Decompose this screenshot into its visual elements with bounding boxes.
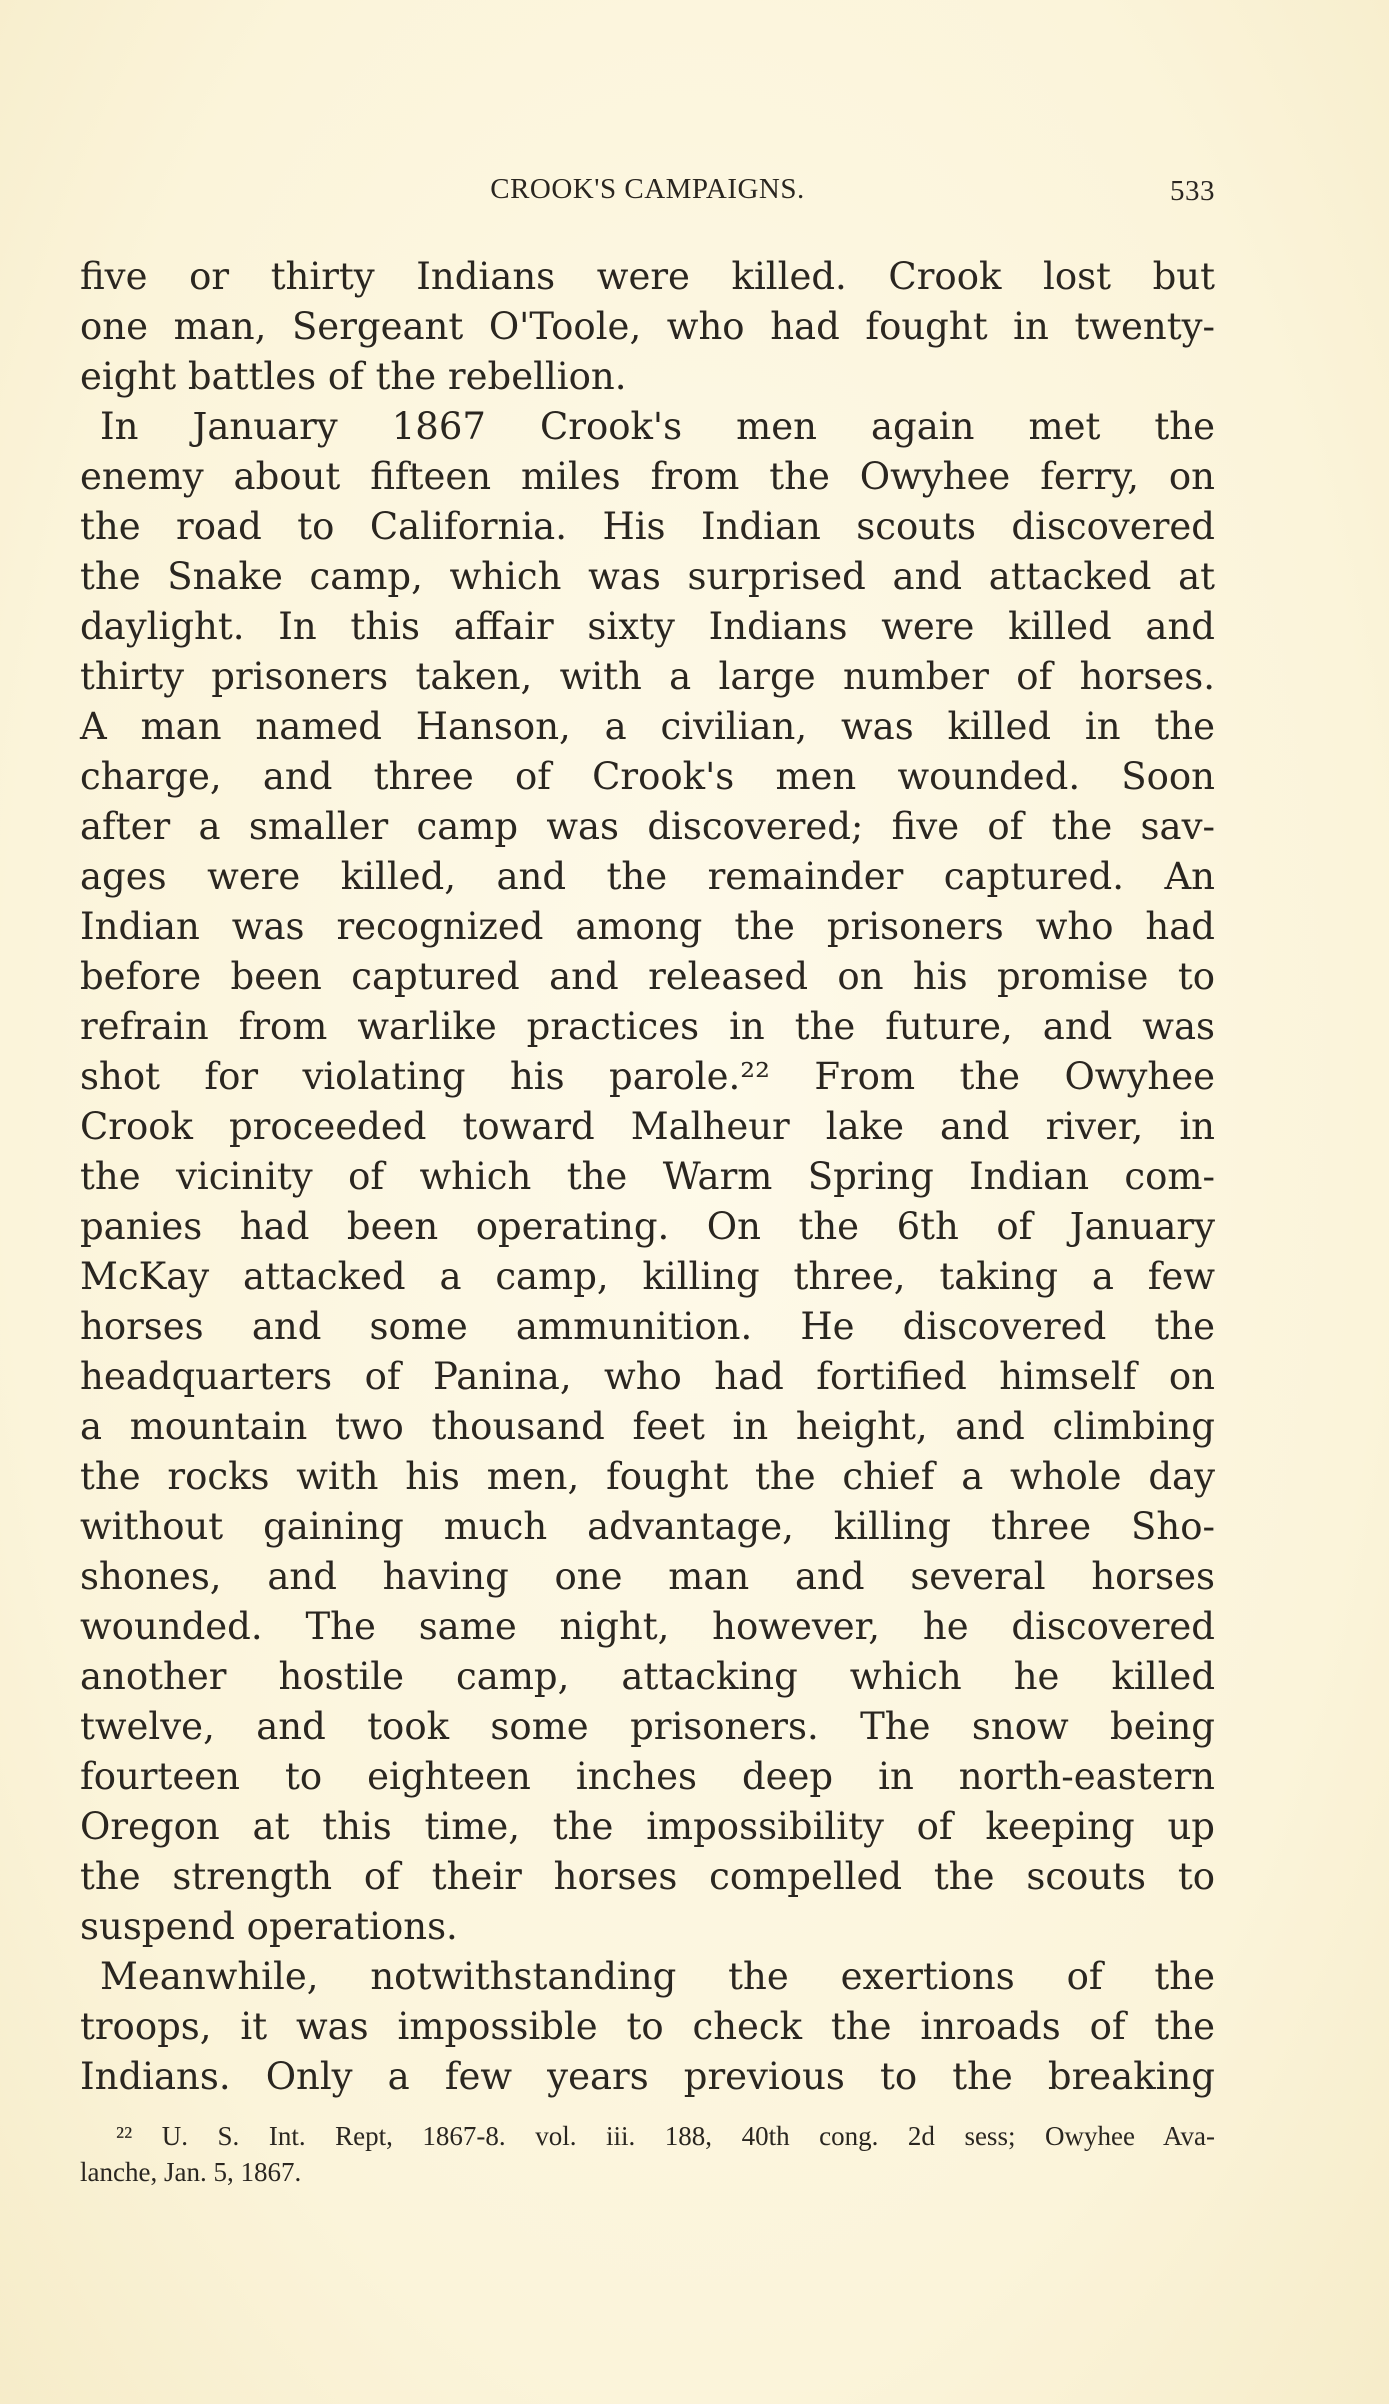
footnote bbox=[80, 2118, 1215, 2190]
text-line: shones, and having one man and several horses bbox=[80, 1555, 1215, 1598]
body-text bbox=[80, 252, 1215, 2102]
text-line: refrain from warlike practices in the future, and was bbox=[80, 1005, 1215, 1048]
text-line: another hostile camp, attacking which he killed bbox=[80, 1655, 1215, 1698]
text-line: fourteen to eighteen inches deep in north-eastern bbox=[80, 1755, 1215, 1798]
text-line: the vicinity of which the Warm Spring Indian com- bbox=[80, 1155, 1215, 1198]
text-line: In January 1867 Crook's men again met the bbox=[100, 405, 1215, 448]
text-line: the strength of their horses compelled the scouts to bbox=[80, 1855, 1215, 1898]
text-line: the road to California. His Indian scouts discovered bbox=[80, 505, 1215, 548]
footnote-line: ²² U. S. Int. Rept, 1867-8. vol. iii. 188, 40th cong. 2d sess; Owyhee Ava- bbox=[116, 2121, 1215, 2151]
text-line: Meanwhile, notwithstanding the exertions of the bbox=[100, 1955, 1215, 1998]
text-line: charge, and three of Crook's men wounded. Soon bbox=[80, 755, 1215, 798]
text-line: Indian was recognized among the prisoners who had bbox=[80, 905, 1215, 948]
running-head bbox=[80, 173, 1215, 213]
text-line: daylight. In this affair sixty Indians were killed and bbox=[80, 605, 1215, 648]
text-line: eight battles of the rebellion. bbox=[80, 355, 627, 398]
text-line: wounded. The same night, however, he discovered bbox=[80, 1605, 1215, 1648]
running-head-title: CROOK'S CAMPAIGNS. bbox=[490, 173, 805, 205]
text-line: shot for violating his parole.²² From the Owyhee bbox=[80, 1055, 1215, 1098]
text-line: troops, it was impossible to check the inroads of the bbox=[80, 2005, 1215, 2048]
text-line: Indians. Only a few years previous to the breaking bbox=[80, 2055, 1215, 2098]
text-line: suspend operations. bbox=[80, 1905, 458, 1948]
text-line: horses and some ammunition. He discovered the bbox=[80, 1305, 1215, 1348]
text-line: headquarters of Panina, who had fortified himself on bbox=[80, 1355, 1215, 1398]
footnote-line: lanche, Jan. 5, 1867. bbox=[80, 2157, 302, 2187]
text-line: after a smaller camp was discovered; five of the sav- bbox=[80, 805, 1215, 848]
text-line: without gaining much advantage, killing three Sho- bbox=[80, 1505, 1215, 1548]
text-line: enemy about fifteen miles from the Owyhee ferry, on bbox=[80, 455, 1215, 498]
text-line: A man named Hanson, a civilian, was killed in the bbox=[80, 705, 1215, 748]
text-line: one man, Sergeant O'Toole, who had fought in twenty- bbox=[80, 305, 1215, 348]
text-line: McKay attacked a camp, killing three, taking a few bbox=[80, 1255, 1215, 1298]
text-line: thirty prisoners taken, with a large number of horses. bbox=[80, 655, 1215, 698]
text-line: twelve, and took some prisoners. The snow being bbox=[80, 1705, 1215, 1748]
text-line: panies had been operating. On the 6th of January bbox=[80, 1205, 1215, 1248]
text-line: Oregon at this time, the impossibility of keeping up bbox=[80, 1805, 1215, 1848]
text-line: before been captured and released on his promise to bbox=[80, 955, 1215, 998]
text-line: the Snake camp, which was surprised and attacked at bbox=[80, 555, 1215, 598]
text-line: Crook proceeded toward Malheur lake and river, in bbox=[80, 1105, 1215, 1148]
text-line: a mountain two thousand feet in height, and climbing bbox=[80, 1405, 1215, 1448]
text-line: five or thirty Indians were killed. Crook lost but bbox=[80, 255, 1215, 298]
text-line: the rocks with his men, fought the chief a whole day bbox=[80, 1455, 1215, 1498]
page-number: 533 bbox=[1170, 175, 1215, 207]
text-line: ages were killed, and the remainder captured. An bbox=[80, 855, 1215, 898]
